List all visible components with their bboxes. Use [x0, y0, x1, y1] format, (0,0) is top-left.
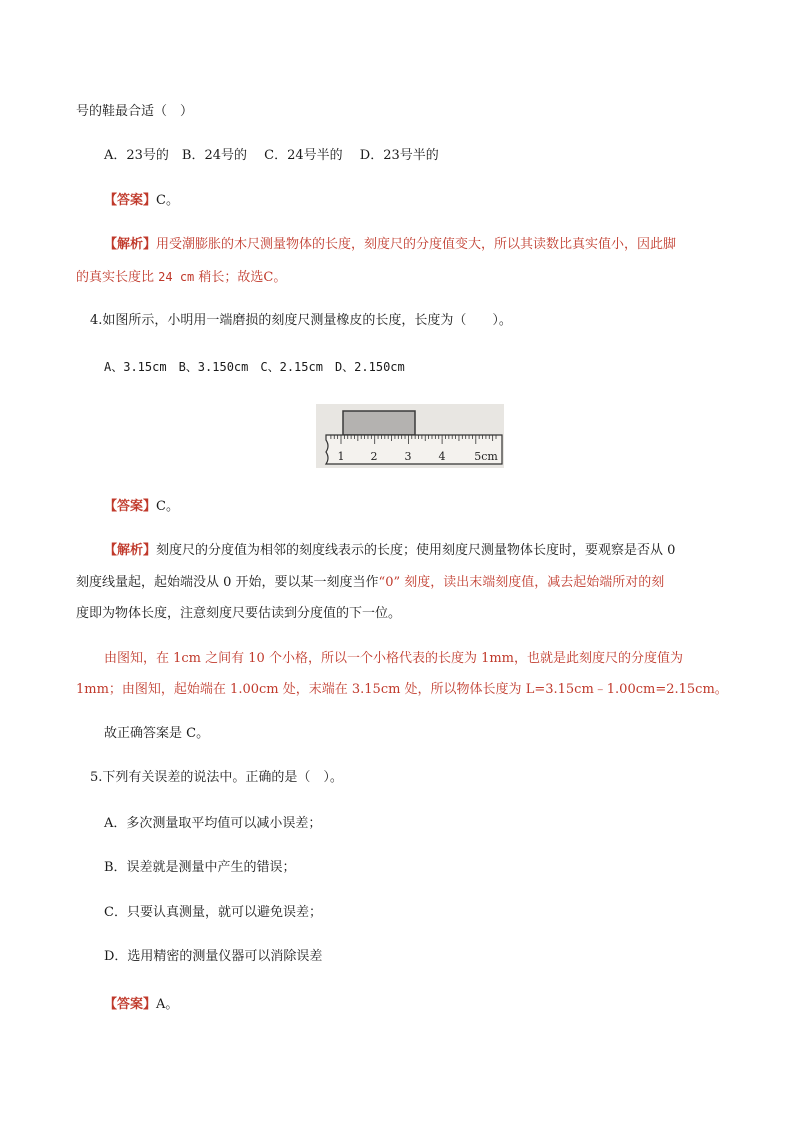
analysis-text: 刻度尺的分度值为相邻的刻度线表示的长度；使用刻度尺测量物体长度时，要观察是否从 0 [156, 543, 676, 558]
eraser [343, 411, 415, 435]
answer-value: C。 [156, 499, 179, 514]
answer-tag: 【答案】 [104, 997, 157, 1012]
analysis-text: 稍长；故选C。 [198, 270, 287, 285]
ruler-label-1: 1 [337, 450, 345, 463]
q3-options: A．23号的 B．24号的 C．24号半的 D．23号半的 [104, 148, 439, 163]
q4-analysis-line1 [104, 542, 675, 560]
q4-options: A、3.15cm B、3.150cm C、2.15cm D、2.150cm [104, 360, 405, 374]
q5-option-c: C．只要认真测量，就可以避免误差； [104, 905, 322, 920]
q3-answer [104, 192, 179, 210]
ruler-figure [316, 404, 504, 468]
q4-question: 4.如图所示，小明用一端磨损的刻度尺测量橡皮的长度，长度为（ ）。 [90, 313, 512, 328]
analysis-tag: 【解析】 [104, 543, 157, 558]
ruler-label-5cm: 5cm [474, 450, 498, 463]
analysis-value: 24 cm [158, 270, 195, 284]
q4-answer [104, 498, 179, 516]
q4-analysis-line2 [76, 574, 664, 592]
analysis-text: 刻度线量起，起始端没从 0 开始，要以某一刻度当作 [76, 575, 379, 590]
q5-option-b: B．误差就是测量中产生的错误； [104, 860, 296, 875]
q4-analysis-line3: 度即为物体长度，注意刻度尺要估读到分度值的下一位。 [76, 606, 402, 621]
answer-value: A。 [156, 997, 179, 1012]
q3-analysis-line2 [76, 268, 286, 287]
q5-question: 5.下列有关误差的说法中。正确的是（ ）。 [90, 770, 343, 785]
q4-explain-line1: 由图知，在 1cm 之间有 10 个小格，所以一个小格代表的长度为 1mm，也就是此刻度尺的分度值为 [104, 651, 684, 666]
answer-value: C。 [156, 193, 179, 208]
answer-tag: 【答案】 [104, 499, 157, 514]
q5-option-d: D．选用精密的测量仪器可以消除误差 [104, 949, 323, 964]
ruler-label-3: 3 [404, 450, 412, 463]
analysis-text: 用受潮膨胀的木尺测量物体的长度，刻度尺的分度值变大，所以其读数比真实值小，因此脚 [156, 237, 677, 252]
q5-option-a: A．多次测量取平均值可以减小误差； [104, 816, 322, 831]
q3-analysis-line1 [104, 236, 676, 254]
q4-explain-line2: 1mm；由图知，起始端在 1.00cm 处，末端在 3.15cm 处，所以物体长度为 L=3.15cm﹣1.00cm=2.15cm。 [76, 682, 728, 697]
ruler-label-2: 2 [370, 450, 378, 463]
ruler-label-4: 4 [438, 450, 446, 463]
q4-conclusion: 故正确答案是 C。 [104, 726, 210, 741]
analysis-text-red: “0” 刻度，读出末端刻度值，减去起始端所对的刻 [378, 575, 665, 590]
q3-question-tail: 号的鞋最合适（ ） [76, 104, 194, 119]
answer-tag: 【答案】 [104, 193, 157, 208]
analysis-tag: 【解析】 [104, 237, 157, 252]
q5-answer [104, 996, 178, 1014]
analysis-text: 的真实长度比 [76, 270, 155, 285]
